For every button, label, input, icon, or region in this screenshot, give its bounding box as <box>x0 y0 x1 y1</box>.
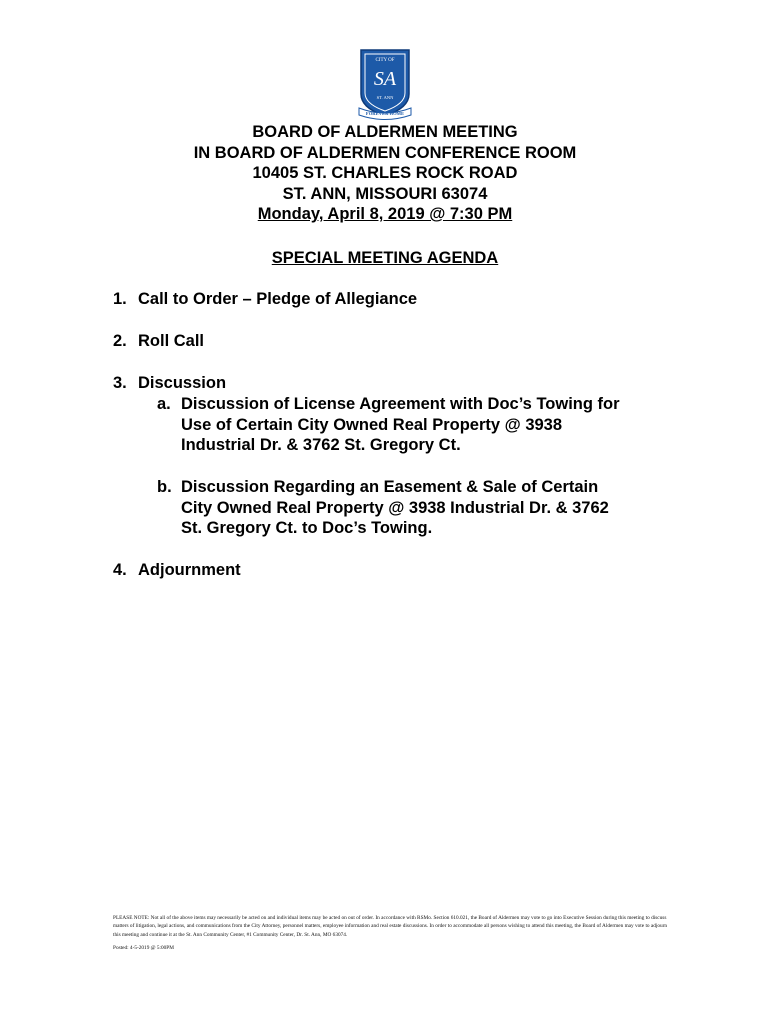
subitem-line: Industrial Dr. & 3762 St. Gregory Ct. <box>181 436 461 455</box>
agenda-item-label: Discussion <box>138 374 227 392</box>
agenda-item-number: 2. <box>113 332 127 350</box>
agenda-item <box>113 373 226 394</box>
header-line-room: IN BOARD OF ALDERMEN CONFERENCE ROOM <box>193 143 577 162</box>
agenda-subitem <box>157 477 609 539</box>
city-logo <box>357 48 413 122</box>
agenda-subitem <box>157 394 620 456</box>
agenda-item-label: Call to Order – Pledge of Allegiance <box>138 290 418 308</box>
agenda-title: SPECIAL MEETING AGENDA <box>271 249 499 267</box>
subitem-line: City Owned Real Property @ 3938 Industrial Dr. & 3762 <box>181 498 609 517</box>
meeting-header <box>0 122 770 225</box>
agenda-item <box>113 560 241 581</box>
agenda-item-number: 4. <box>113 561 127 579</box>
subitem-letter: a. <box>157 395 171 413</box>
agenda-item <box>113 331 204 352</box>
header-line-date: Monday, April 8, 2019 @ 7:30 PM <box>257 205 513 223</box>
agenda-item-label: Roll Call <box>138 332 205 350</box>
logo-initials: SA <box>373 68 397 90</box>
agenda-item-label: Adjournment <box>138 561 241 579</box>
header-line-city: ST. ANN, MISSOURI 63074 <box>282 184 488 203</box>
agenda-item <box>113 289 417 310</box>
logo-bottom-text: ST. ANN <box>376 95 394 100</box>
logo-top-text: CITY OF <box>375 58 395 63</box>
subitem-letter: b. <box>157 478 172 496</box>
subitem-line: Discussion of License Agreement with Doc’s Towing for <box>181 395 620 413</box>
logo-banner-text: FOREVER HOME <box>365 111 405 116</box>
header-line-street: 10405 ST. CHARLES ROCK ROAD <box>252 164 518 182</box>
header-line-title: BOARD OF ALDERMEN MEETING <box>252 123 518 141</box>
agenda-item-number: 3. <box>113 374 127 392</box>
subitem-line: Use of Certain City Owned Real Property @ 3938 <box>181 415 563 434</box>
agenda-item-number: 1. <box>113 290 127 308</box>
footer-note: PLEASE NOTE: Not all of the above items may necessarily be acted on and individual items may be acted on out of order. In accordance with RSMo. Section 610.021, the Board of Aldermen may vote to go into Executive Session during this meeting to discuss matters of litigation, legal actions, and communications from the City Attorney, personnel matters, employee information and real estate discussions. In order to accommodate all persons wishing to attend this meeting, the Board of Aldermen may vote to adjourn this meeting and continue it at the St. Ann Community Center, #1 Community Center, Dr. St. Ann, MO 63074. <box>113 915 668 938</box>
posted-timestamp: Posted: 4-5-2019 @ 5:00PM <box>113 945 174 951</box>
subitem-line: St. Gregory Ct. to Doc’s Towing. <box>181 519 433 538</box>
subitem-line: Discussion Regarding an Easement & Sale of Certain <box>181 478 599 496</box>
